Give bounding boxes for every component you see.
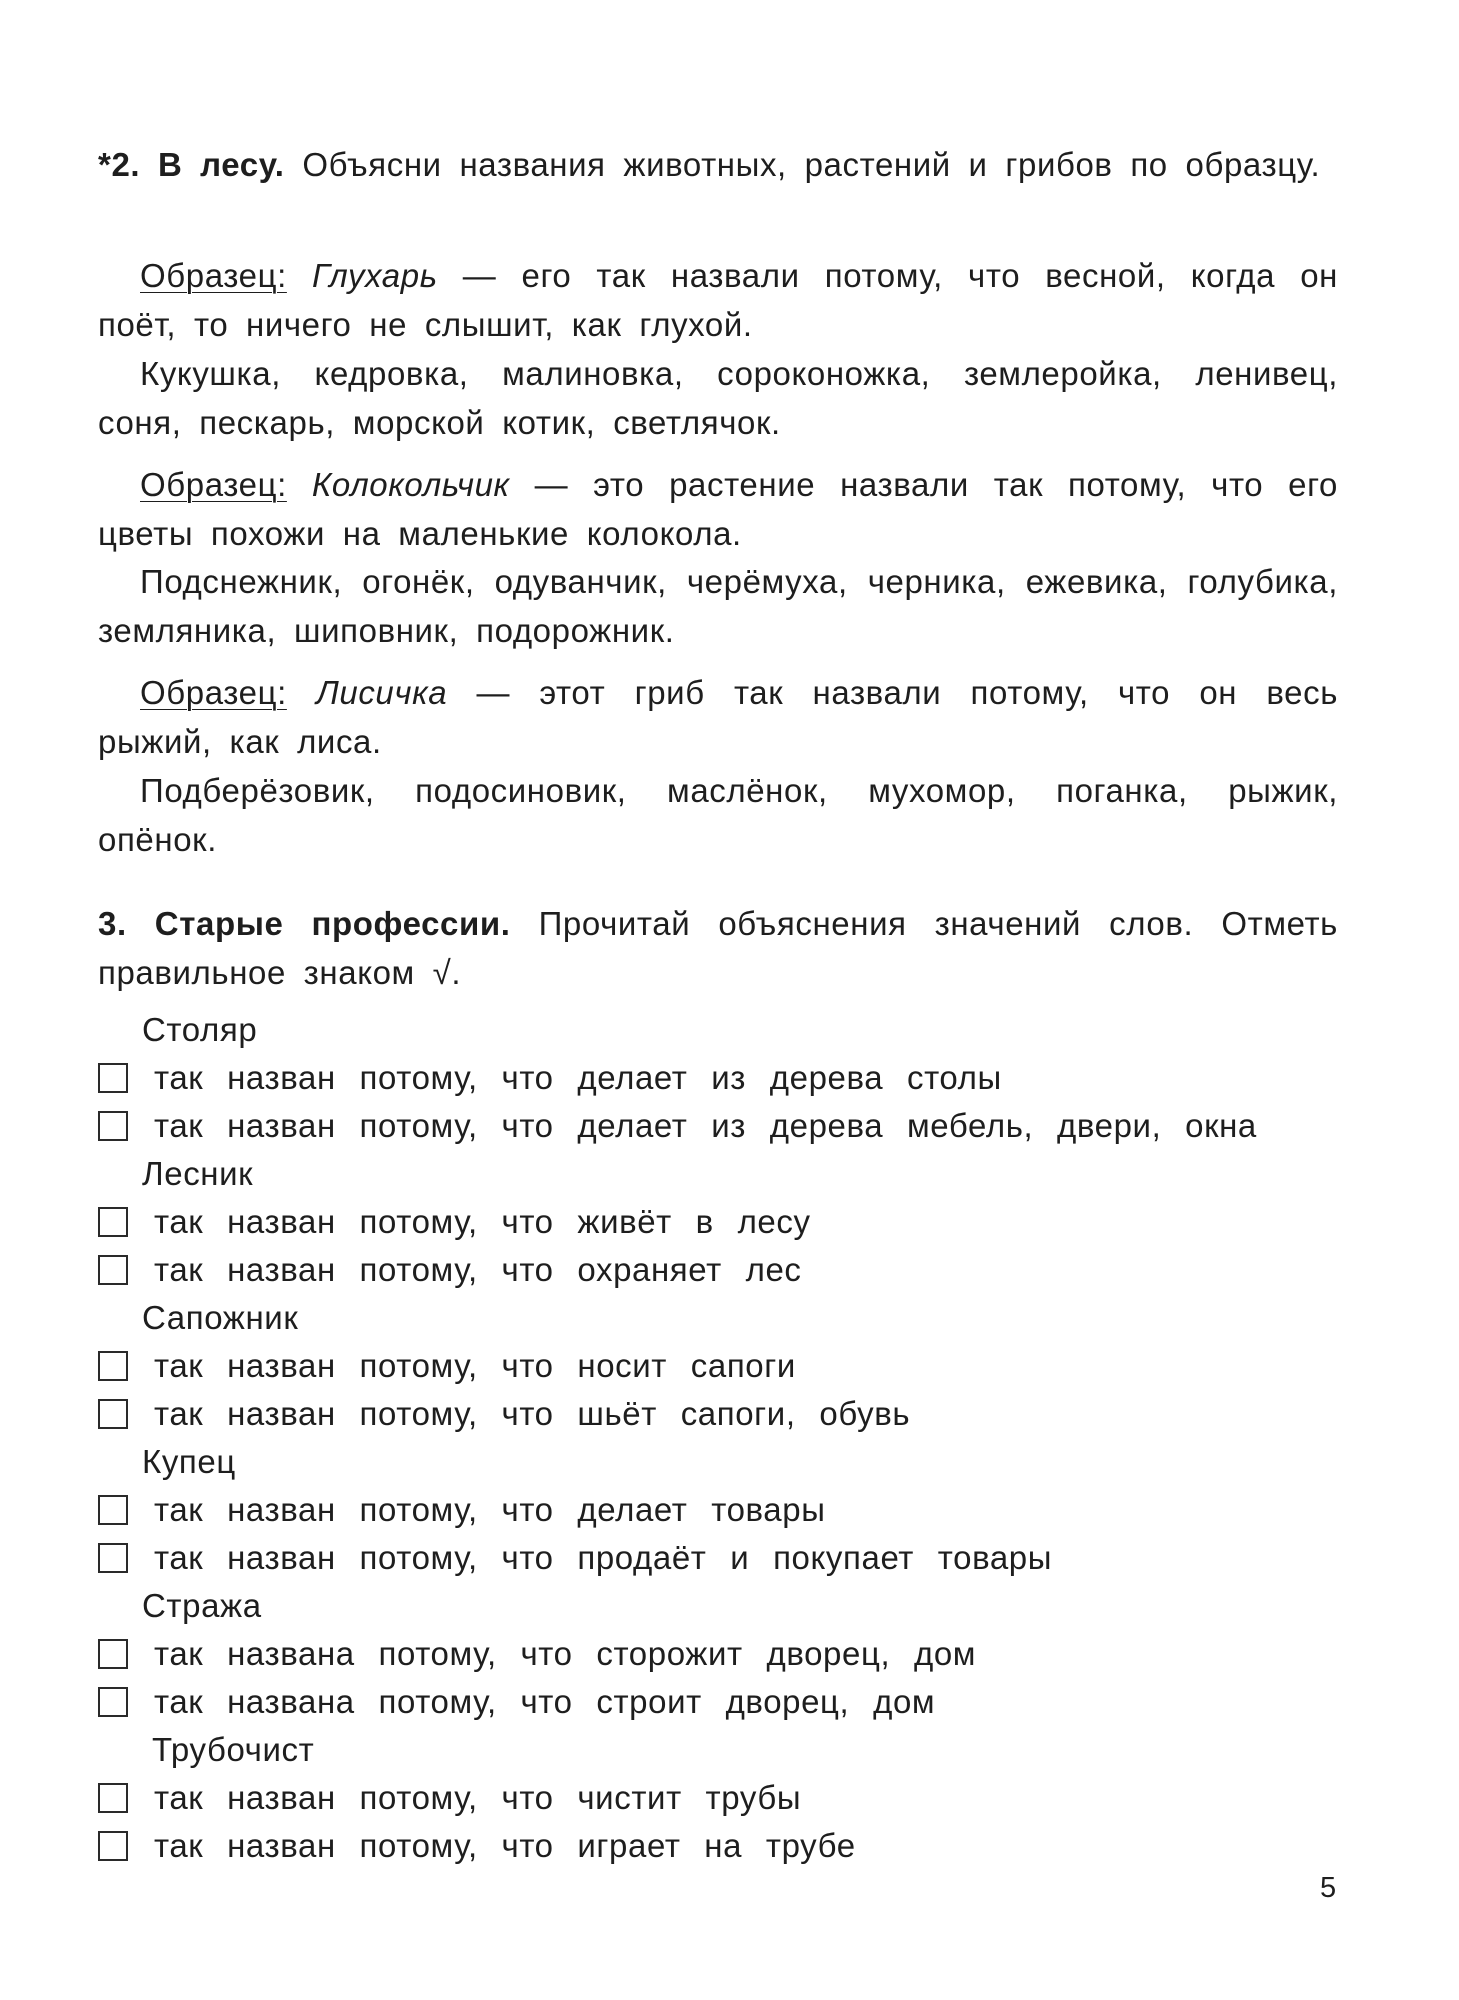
answer-text: так назван потому, что играет на трубе <box>154 1827 856 1864</box>
answer-option[interactable] <box>98 1250 802 1290</box>
sample-term: Глухарь <box>312 257 438 294</box>
answer-text: так названа потому, что сторожит дворец, дом <box>154 1635 977 1672</box>
answer-text: так назван потому, что делает из дерева мебель, двери, окна <box>154 1107 1257 1144</box>
answer-text: так назван потому, что чистит трубы <box>154 1779 802 1816</box>
profession-word: Стража <box>142 1587 262 1624</box>
answer-option[interactable] <box>98 1058 1002 1098</box>
sample-label: Образец: <box>140 257 287 294</box>
answer-option[interactable] <box>98 1778 801 1818</box>
profession-word: Столяр <box>142 1011 258 1048</box>
answer-option[interactable] <box>98 1202 811 1242</box>
task2-title: В лесу. <box>157 146 285 183</box>
sample-term: Лисичка <box>316 674 448 711</box>
answer-option[interactable] <box>98 1346 796 1386</box>
answer-text: так назван потому, что делает товары <box>154 1491 826 1528</box>
sample-3 <box>98 668 1338 766</box>
profession-word: Лесник <box>142 1155 254 1192</box>
task2-heading <box>98 140 1338 189</box>
answer-checkbox[interactable] <box>98 1543 128 1573</box>
answer-checkbox[interactable] <box>98 1783 128 1813</box>
profession-word: Купец <box>142 1443 236 1480</box>
answer-option[interactable] <box>98 1490 826 1530</box>
task3-heading <box>98 899 1338 997</box>
sample-3-word-list: Подберёзовик, подосиновик, маслёнок, мухомор, поганка, рыжик, опёнок. <box>98 772 1338 858</box>
profession-word: Трубочист <box>152 1731 315 1768</box>
task2-number: *2. <box>98 146 141 183</box>
answer-checkbox[interactable] <box>98 1687 128 1717</box>
answer-option[interactable] <box>98 1682 935 1722</box>
task3-instruction: Прочитай объяснения значений слов. Отметь правильное знаком √. <box>98 905 1338 991</box>
sample-explanation: — этот гриб так назвали потому, что он весь рыжий, как лиса. <box>98 674 1338 760</box>
answer-text: так назван потому, что живёт в лесу <box>154 1203 811 1240</box>
answer-checkbox[interactable] <box>98 1495 128 1525</box>
answer-checkbox[interactable] <box>98 1111 128 1141</box>
answer-text: так назван потому, что охраняет лес <box>154 1251 802 1288</box>
answer-checkbox[interactable] <box>98 1063 128 1093</box>
task2-instruction: Объясни названия животных, растений и грибов по образцу. <box>302 146 1321 183</box>
answer-text: так назван потому, что носит сапоги <box>154 1347 796 1384</box>
sample-label: Образец: <box>140 674 287 711</box>
sample-explanation: — его так назвали потому, что весной, когда он поёт, то ничего не слышит, как глухой. <box>98 257 1338 343</box>
answer-option[interactable] <box>98 1826 856 1866</box>
answer-checkbox[interactable] <box>98 1399 128 1429</box>
answer-option[interactable] <box>98 1538 1052 1578</box>
sample-1 <box>98 251 1338 349</box>
answer-text: так назван потому, что шьёт сапоги, обувь <box>154 1395 911 1432</box>
profession-word: Сапожник <box>142 1299 299 1336</box>
sample-1-word-list: Кукушка, кедровка, малиновка, сороконожка, землеройка, ленивец, соня, пескарь, морской котик, светлячок. <box>98 355 1338 441</box>
sample-2-word-list: Подснежник, огонёк, одуванчик, черёмуха, черника, ежевика, голубика, земляника, шиповник, подорожник. <box>98 563 1338 649</box>
sample-term: Колокольчик <box>311 466 510 503</box>
answer-text: так названа потому, что строит дворец, дом <box>154 1683 936 1720</box>
task3-title: Старые профессии. <box>154 905 511 942</box>
answer-option[interactable] <box>98 1634 976 1674</box>
answer-text: так назван потому, что делает из дерева столы <box>154 1059 1002 1096</box>
answer-option[interactable] <box>98 1394 910 1434</box>
answer-checkbox[interactable] <box>98 1639 128 1669</box>
answer-option[interactable] <box>98 1106 1257 1146</box>
sample-2 <box>98 460 1338 558</box>
sample-explanation: — это растение назвали так потому, что его цветы похожи на маленькие колокола. <box>98 466 1338 552</box>
answer-checkbox[interactable] <box>98 1831 128 1861</box>
answer-checkbox[interactable] <box>98 1351 128 1381</box>
answer-checkbox[interactable] <box>98 1255 128 1285</box>
answer-checkbox[interactable] <box>98 1207 128 1237</box>
sample-label: Образец: <box>140 466 287 503</box>
answer-text: так назван потому, что продаёт и покупает товары <box>154 1539 1053 1576</box>
page-number: 5 <box>1320 1872 1337 1904</box>
task3-number: 3. <box>98 905 127 942</box>
